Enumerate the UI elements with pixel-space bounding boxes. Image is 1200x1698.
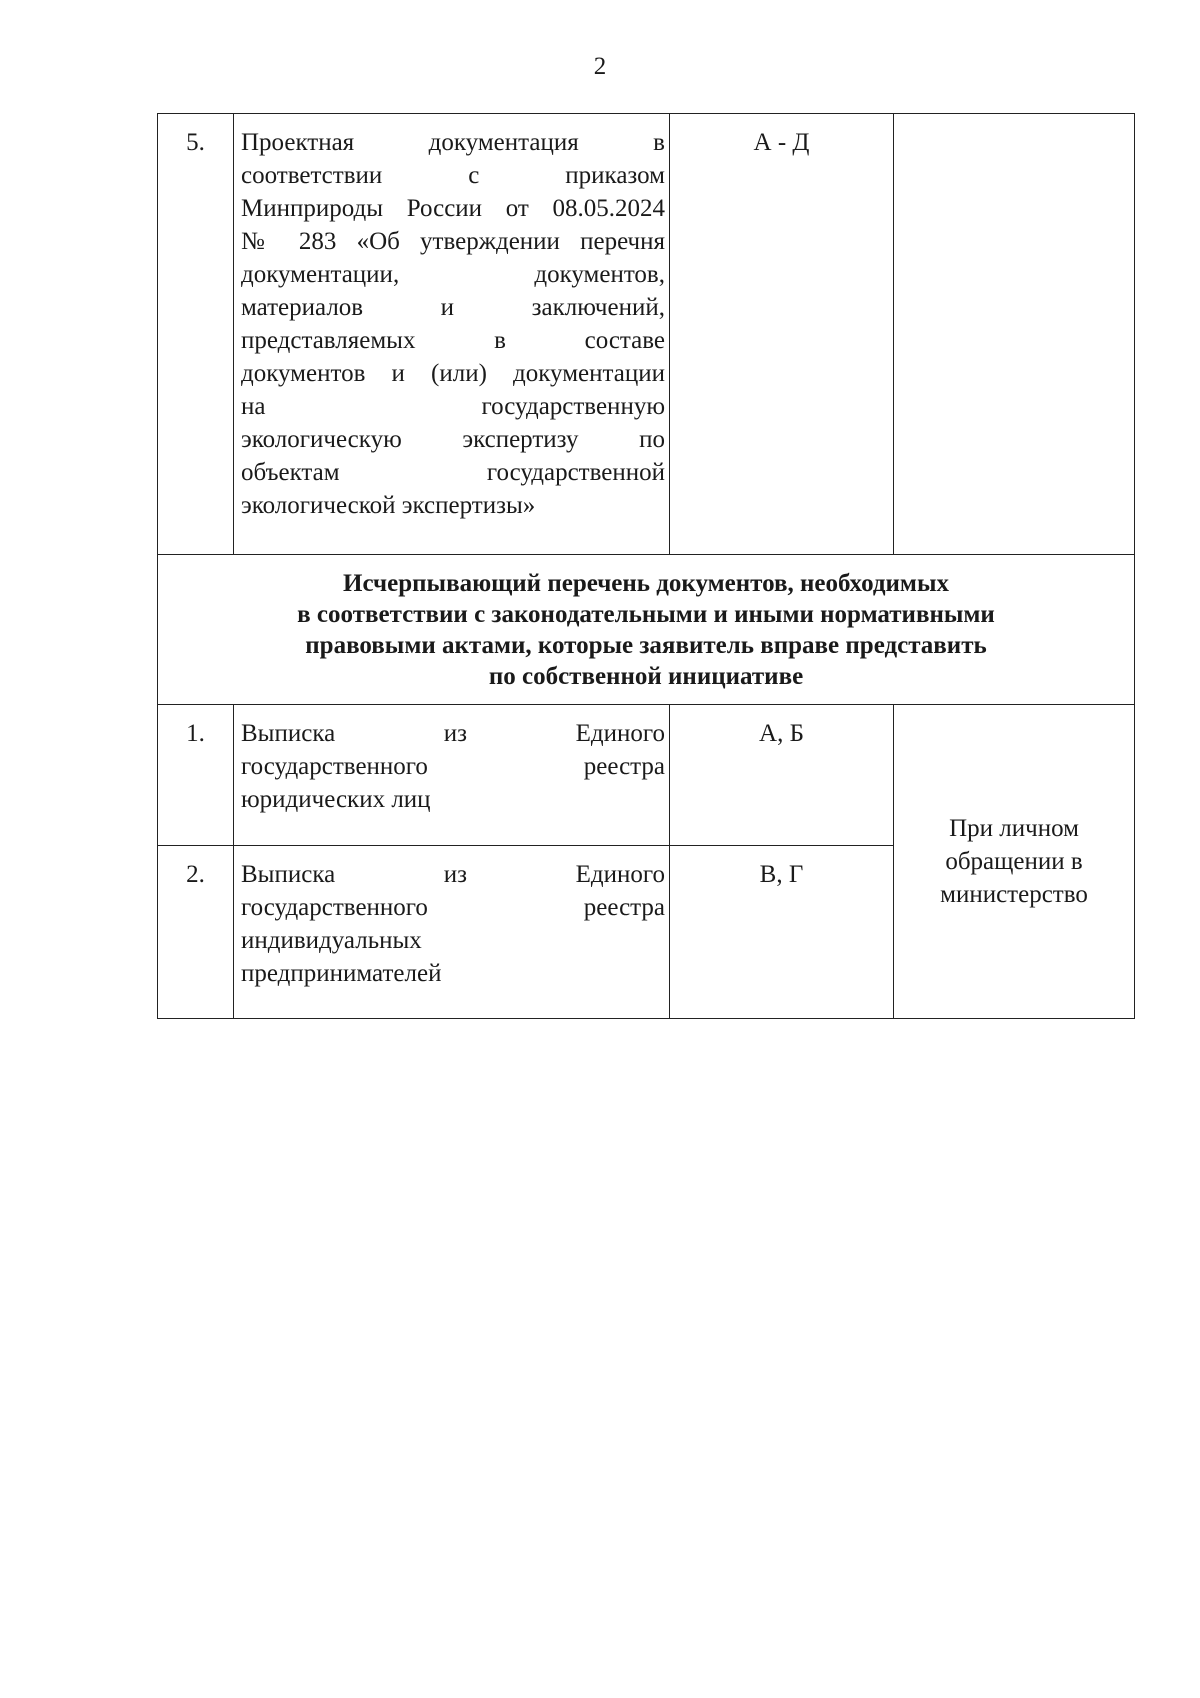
note-line: При личном [949,815,1079,842]
document-name-line: государственного реестра [241,894,665,921]
document-name-line: экологической экспертизы» [241,492,536,519]
document-name-line: № 283 «Об утверждении перечня [241,228,665,255]
section-heading-line: по собственной инициативе [488,663,804,690]
section-heading-line: правовыми актами, которые заявитель вправе представить [305,632,987,659]
document-name-cell [234,705,670,846]
note-line: обращении в [945,848,1083,875]
row-number: 1. [158,705,234,846]
document-name-line: Проектная документация в [241,129,665,156]
row-number: 2. [158,846,234,1019]
page-number: 2 [593,53,607,80]
document-name-line: представляемых в составе [241,327,665,354]
note-line: министерство [940,881,1088,908]
table-row [158,705,1135,846]
section-heading [158,555,1135,705]
document-name-line: документации, документов, [241,261,665,288]
row-number: 5. [158,114,234,555]
document-name-line: материалов и заключений, [241,294,665,321]
note-cell [894,114,1135,555]
document-name-line: юридических лиц [241,786,431,813]
document-name-line: Выписка из Единого [241,720,665,747]
document-name-line: Выписка из Единого [241,861,665,888]
document-name-line: документов и (или) документации [241,360,665,387]
category-cell: А - Д [670,114,894,555]
document-name-line: соответствии с приказом [241,162,665,189]
section-heading-line: Исчерпывающий перечень документов, необходимых [343,570,949,597]
document-name-line: объектам государственной [241,459,665,486]
table-row [158,114,1135,555]
document-name-line: экологическую экспертизу по [241,426,665,453]
document-name-line: предпринимателей [241,960,442,987]
documents-table [157,113,1135,1019]
category-cell: В, Г [670,846,894,1019]
document-name-line: Минприроды России от 08.05.2024 [241,195,665,222]
shared-note-cell [894,705,1135,1019]
category-cell: А, Б [670,705,894,846]
document-name-line: государственного реестра [241,753,665,780]
section-heading-line: в соответствии с законодательными и иными нормативными [297,601,995,628]
section-heading-row [158,555,1135,705]
document-name-cell [234,114,670,555]
document-name-line: индивидуальных [241,927,422,954]
document-name-line: на государственную [241,393,665,420]
document-name-cell [234,846,670,1019]
